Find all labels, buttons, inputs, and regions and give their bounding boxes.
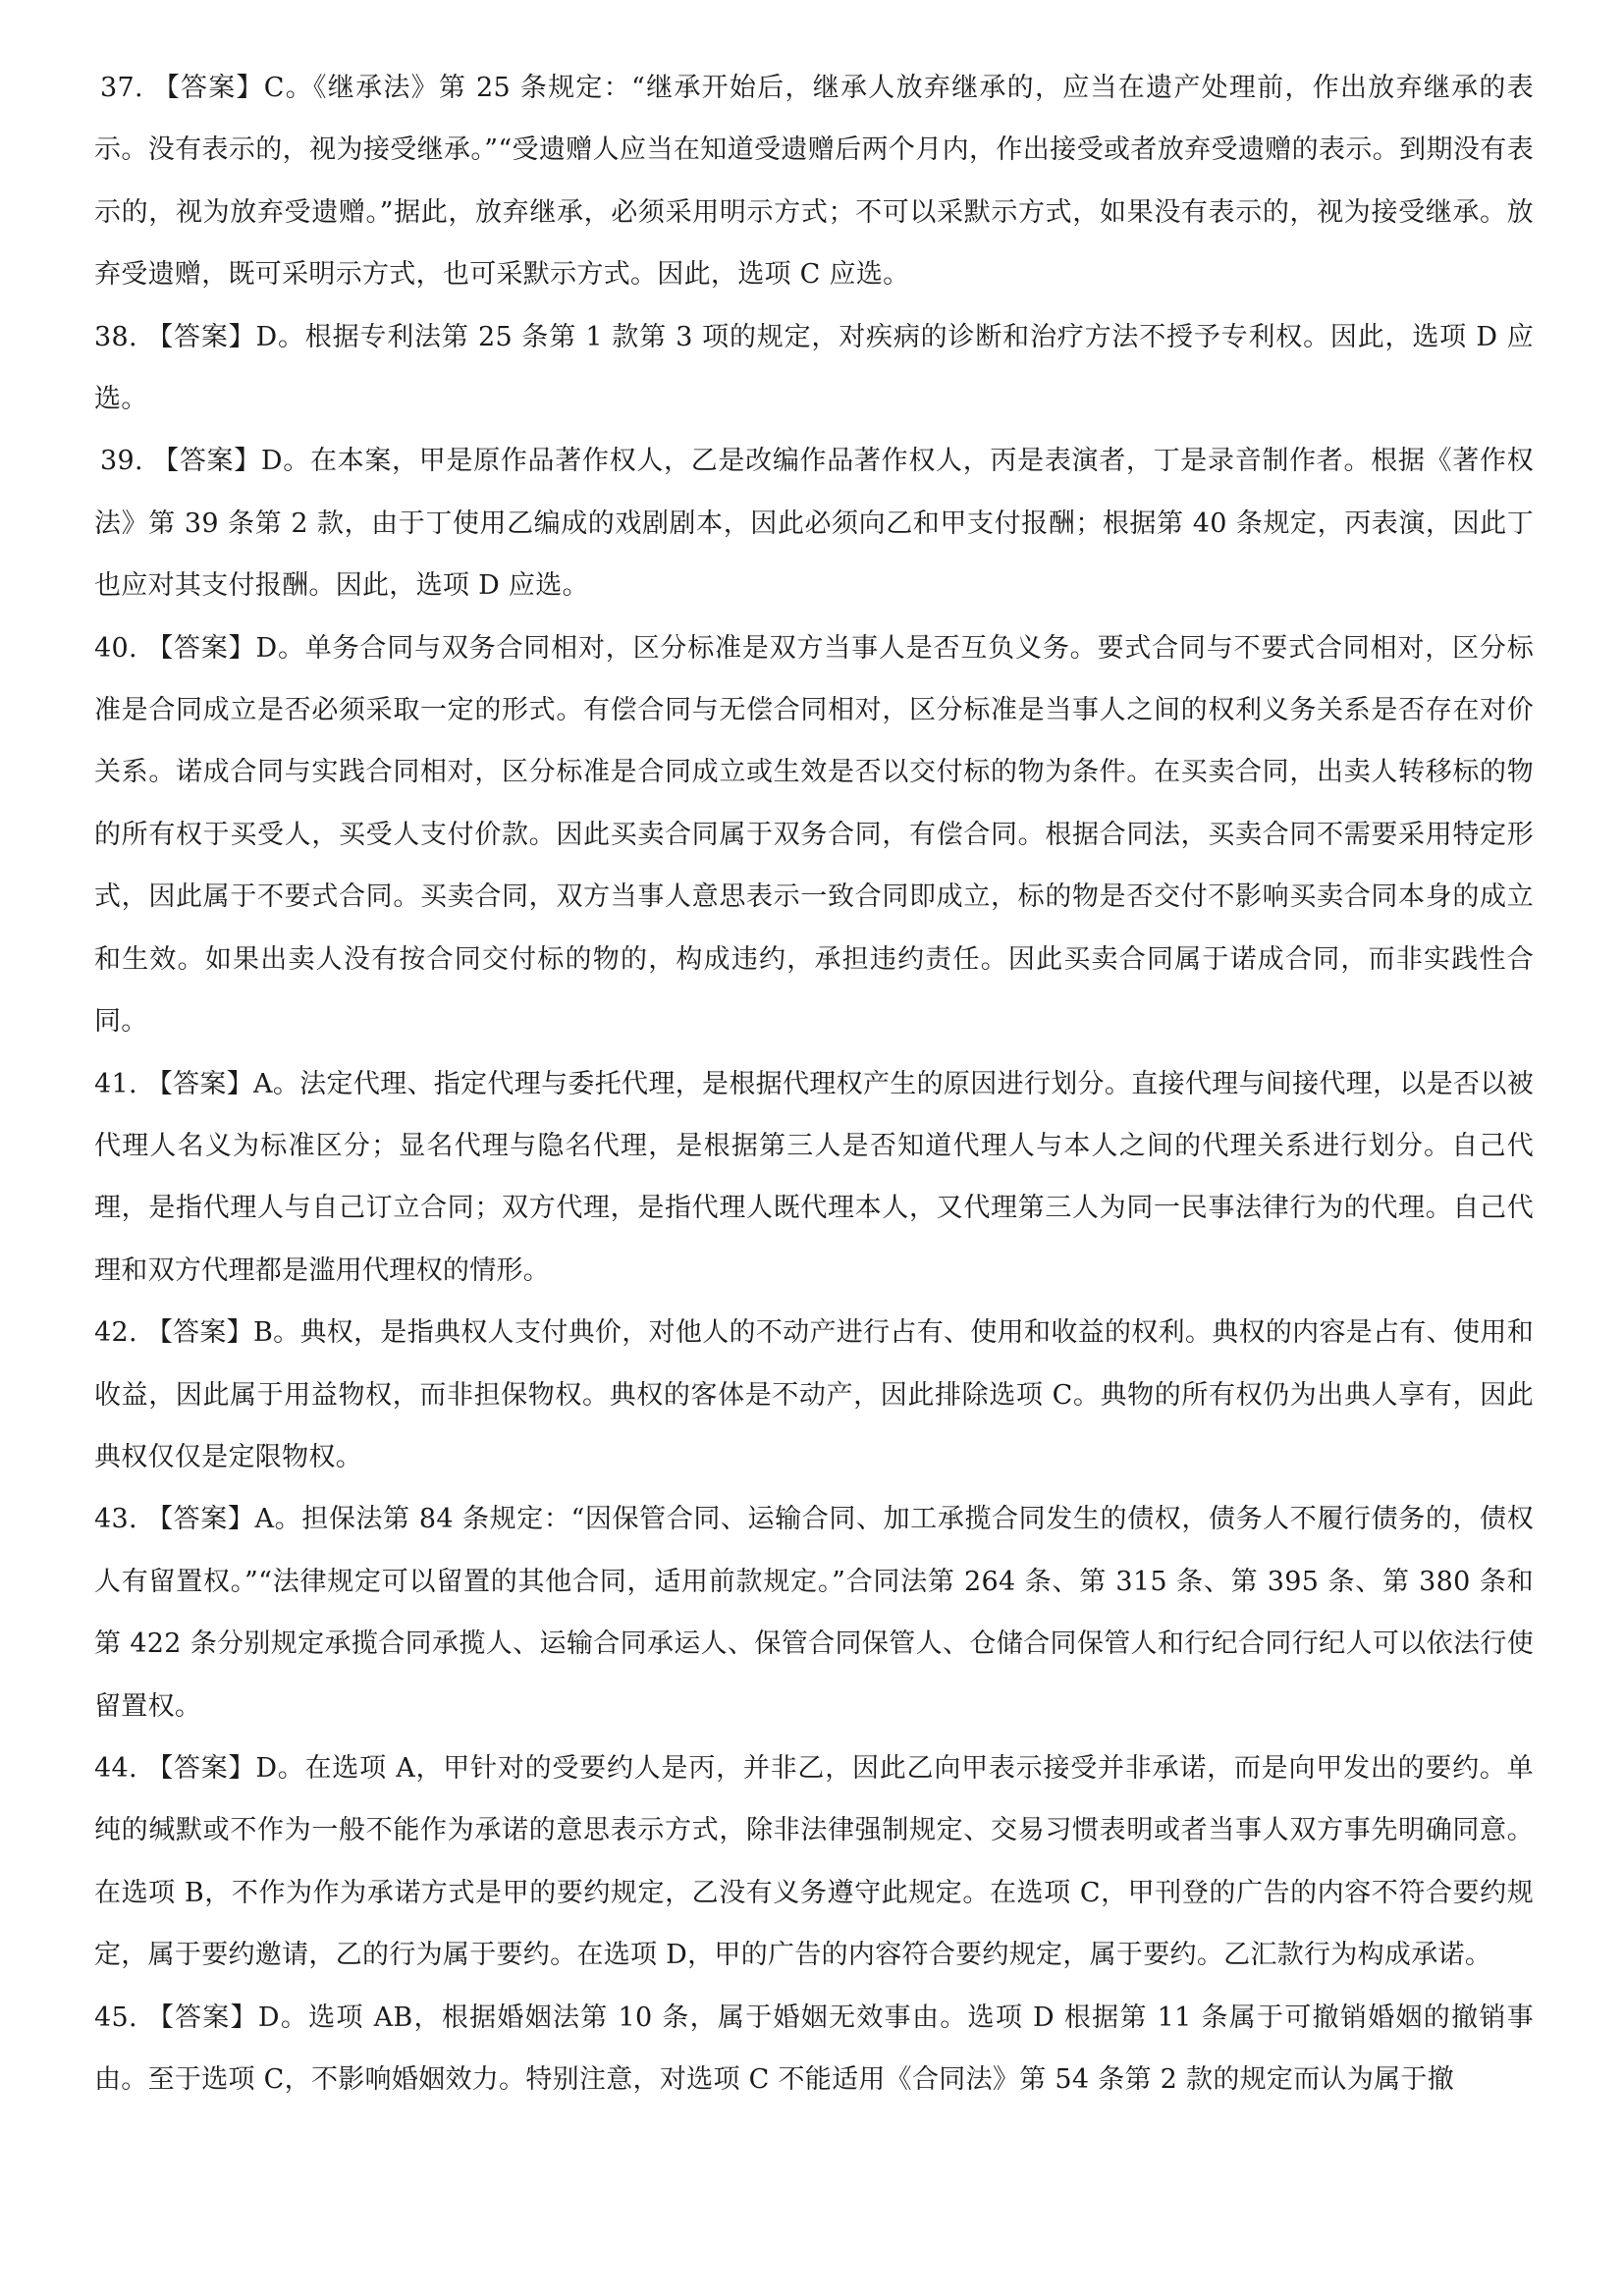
answer-44: 44. 【答案】D。在选项 A，甲针对的受要约人是丙，并非乙，因此乙向甲表示接受并非承诺，而是向甲发出的要约。单纯的缄默或不作为一般不能作为承诺的意思表示方式，除非法律强制规定、交易习惯表明或者当事人双方事先明确同意。在选项 B，不作为作为承诺方式是甲的要约规定，乙没有义务遵守此规定。在选项 C，甲刊登的广告的内容不符合要约规定，属于要约邀请，乙的行为属于要约。在选项 D，甲的广告的内容符合要约规定，属于要约。乙汇款行为构成承诺。 [94, 1752, 1534, 1971]
answer-45: 45. 【答案】D。选项 AB，根据婚姻法第 10 条，属于婚姻无效事由。选项 D 根据第 11 条属于可撤销婚姻的撤销事由。至于选项 C，不影响婚姻效力。特别注意，对选项 C 不能适用《合同法》第 54 条第 2 款的规定而认为属于撤 [94, 2002, 1534, 2095]
answer-41: 41. 【答案】A。法定代理、指定代理与委托代理，是根据代理权产生的原因进行划分。直接代理与间接代理，以是否以被代理人名义为标准区分；显名代理与隐名代理，是根据第三人是否知道代理人与本人之间的代理关系进行划分。自己代理，是指代理人与自己订立合同；双方代理，是指代理人既代理本人，又代理第三人为同一民事法律行为的代理。自己代理和双方代理都是滥用代理权的情形。 [94, 1068, 1534, 1286]
answer-39: 39. 【答案】D。在本案，甲是原作品著作权人，乙是改编作品著作权人，丙是表演者，丁是录音制作者。根据《著作权法》第 39 条第 2 款，由于丁使用乙编成的戏剧剧本，因此必须向乙和甲支付报酬；根据第 40 条规定，丙表演，因此丁也应对其支付报酬。因此，选项 D 应选。 [94, 446, 1534, 602]
answer-43: 43. 【答案】A。担保法第 84 条规定：“因保管合同、运输合同、加工承揽合同发生的债权，债务人不履行债务的，债权人有留置权。”“法律规定可以留置的其他合同，适用前款规定。”合同法第 264 条、第 315 条、第 395 条、第 380 条和第 422 条分别规定承揽合同承揽人、运输合同承运人、保管合同保管人、仓储合同保管人和行纪合同行纪人可以依法行使留置权。 [94, 1504, 1534, 1722]
answer-42: 42. 【答案】B。典权，是指典权人支付典价，对他人的不动产进行占有、使用和收益的权利。典权的内容是占有、使用和收益，因此属于用益物权，而非担保物权。典权的客体是不动产，因此排除选项 C。典物的所有权仍为出典人享有，因此典权仅仅是定限物权。 [94, 1317, 1534, 1472]
answer-37: 37. 【答案】C。《继承法》第 25 条规定：“继承开始后，继承人放弃继承的，应当在遗产处理前，作出放弃继承的表示。没有表示的，视为接受继承。”“受遗赠人应当在知道受遗赠后两个月内，作出接受或者放弃受遗赠的表示。到期没有表示的，视为放弃受遗赠。”据此，放弃继承，必须采用明示方式；不可以采默示方式，如果没有表示的，视为接受继承。放弃受遗赠，既可采明示方式，也可采默示方式。因此，选项 C 应选。 [94, 73, 1534, 291]
answer-38: 38. 【答案】D。根据专利法第 25 条第 1 款第 3 项的规定，对疾病的诊断和治疗方法不授予专利权。因此，选项 D 应选。 [94, 321, 1534, 415]
answer-40: 40. 【答案】D。单务合同与双务合同相对，区分标准是双方当事人是否互负义务。要式合同与不要式合同相对，区分标准是合同成立是否必须采取一定的形式。有偿合同与无偿合同相对，区分标准是当事人之间的权利义务关系是否存在对价关系。诺成合同与实践合同相对，区分标准是合同成立或生效是否以交付标的物为条件。在买卖合同，出卖人转移标的物的所有权于买受人，买受人支付价款。因此买卖合同属于双务合同，有偿合同。根据合同法，买卖合同不需要采用特定形式，因此属于不要式合同。买卖合同，双方当事人意思表示一致合同即成立，标的物是否交付不影响买卖合同本身的成立和生效。如果出卖人没有按合同交付标的物的，构成违约，承担违约责任。因此买卖合同属于诺成合同，而非实践性合同。 [94, 632, 1534, 1038]
